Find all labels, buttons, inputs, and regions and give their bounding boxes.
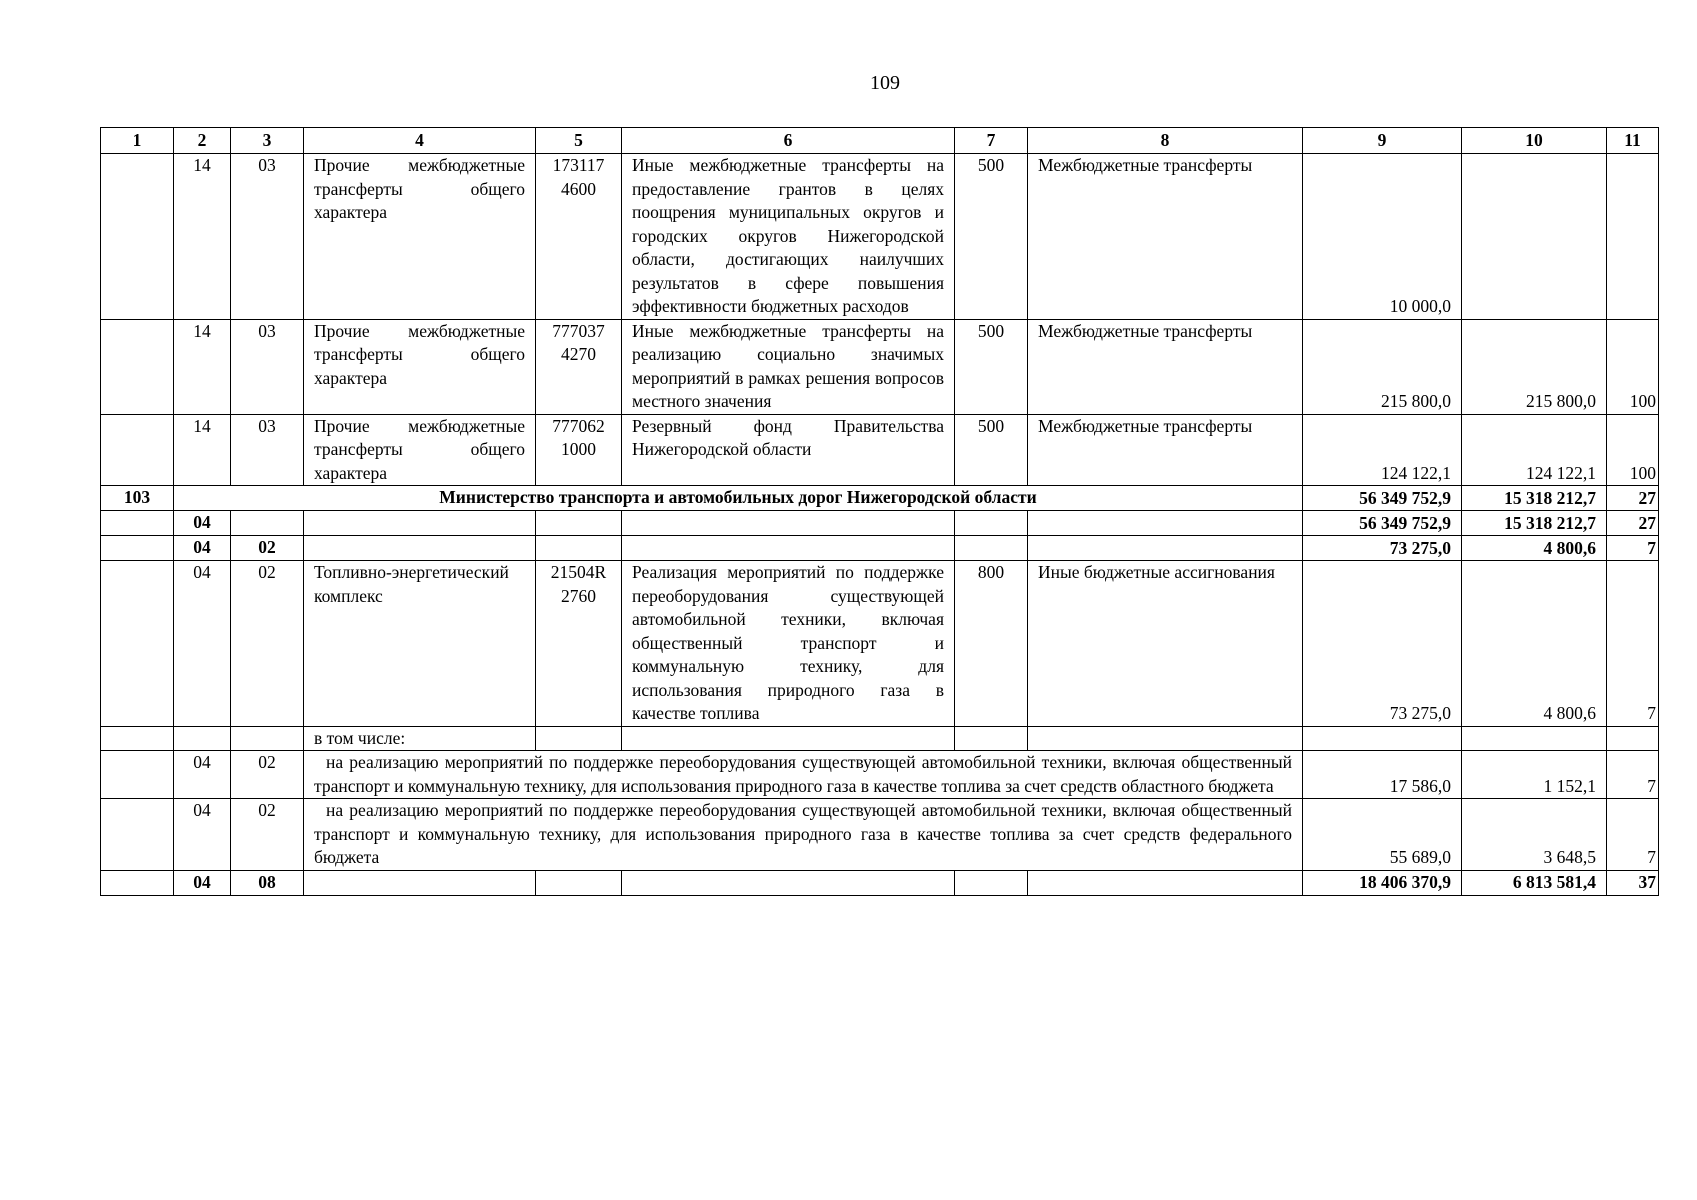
cell-ministry-code — [101, 561, 174, 727]
cell-section: 14 — [174, 154, 231, 320]
table-row — [101, 561, 1659, 727]
subsection-total-row — [101, 870, 1659, 895]
cell-planned: 17 586,0 — [1303, 751, 1462, 799]
cell-target-code: 173117 4600 — [536, 154, 622, 320]
cell-percent: 27 — [1607, 511, 1659, 536]
cell-subsection-name — [304, 870, 536, 895]
cell-section: 04 — [174, 536, 231, 561]
including-row — [101, 726, 1659, 751]
cell-subsection: 02 — [231, 536, 304, 561]
cell-subsection-name: Прочие межбюджетные трансферты общего характера — [304, 154, 536, 320]
cell-percent: 7 — [1607, 536, 1659, 561]
cell-expense-type-name: Иные бюджетные ассигнования — [1028, 561, 1303, 727]
cell-section: 04 — [174, 751, 231, 799]
cell-target-name — [622, 870, 955, 895]
cell-section — [174, 726, 231, 751]
cell-subsection — [231, 511, 304, 536]
cell-expense-type-name: Межбюджетные трансферты — [1028, 319, 1303, 414]
cell-expense-type — [955, 870, 1028, 895]
cell-subsection-name: Топливно-энергетический комплекс — [304, 561, 536, 727]
cell-target-name — [622, 536, 955, 561]
cell-percent: 7 — [1607, 561, 1659, 727]
cell-section: 04 — [174, 511, 231, 536]
cell-target-code: 21504R 2760 — [536, 561, 622, 727]
cell-subsection-name — [304, 536, 536, 561]
cell-ministry-code — [101, 414, 174, 486]
cell-planned: 55 689,0 — [1303, 799, 1462, 871]
cell-executed: 6 813 581,4 — [1462, 870, 1607, 895]
cell-subsection: 02 — [231, 561, 304, 727]
cell-subsection — [231, 726, 304, 751]
table-row — [101, 154, 1659, 320]
cell-expense-type — [955, 536, 1028, 561]
cell-section: 04 — [174, 561, 231, 727]
cell-expense-type-name — [1028, 726, 1303, 751]
cell-sub-description: на реализацию мероприятий по поддержке переоборудования существующей автомобильной техники, включая общественный транспорт и коммунальную технику, для использования природного газа в качестве топлива за счет средств федерального бюджета — [304, 799, 1303, 871]
subsection-total-row — [101, 536, 1659, 561]
cell-ministry-code — [101, 751, 174, 799]
cell-ministry-code — [101, 726, 174, 751]
header-cell: 2 — [174, 128, 231, 154]
cell-expense-type: 500 — [955, 414, 1028, 486]
cell-section: 14 — [174, 414, 231, 486]
cell-target-code — [536, 511, 622, 536]
cell-sub-description: на реализацию мероприятий по поддержке переоборудования существующей автомобильной техники, включая общественный транспорт и коммунальную технику, для использования природного газа в качестве топлива за счет средств областного бюджета — [304, 751, 1303, 799]
cell-percent: 27 — [1607, 486, 1659, 511]
header-cell: 3 — [231, 128, 304, 154]
cell-subsection-name: Прочие межбюджетные трансферты общего характера — [304, 414, 536, 486]
ministry-row — [101, 486, 1659, 511]
cell-percent: 37 — [1607, 870, 1659, 895]
cell-subsection: 03 — [231, 414, 304, 486]
cell-planned: 73 275,0 — [1303, 536, 1462, 561]
cell-ministry-code — [101, 319, 174, 414]
cell-section: 04 — [174, 870, 231, 895]
cell-planned: 56 349 752,9 — [1303, 511, 1462, 536]
cell-executed — [1462, 726, 1607, 751]
header-cell: 8 — [1028, 128, 1303, 154]
cell-expense-type: 500 — [955, 154, 1028, 320]
cell-planned — [1303, 726, 1462, 751]
cell-target-name — [622, 511, 955, 536]
cell-executed: 4 800,6 — [1462, 561, 1607, 727]
cell-executed: 215 800,0 — [1462, 319, 1607, 414]
cell-planned: 124 122,1 — [1303, 414, 1462, 486]
cell-percent: 100 — [1607, 414, 1659, 486]
cell-planned: 10 000,0 — [1303, 154, 1462, 320]
cell-expense-type-name: Межбюджетные трансферты — [1028, 154, 1303, 320]
header-cell: 7 — [955, 128, 1028, 154]
cell-executed: 3 648,5 — [1462, 799, 1607, 871]
cell-planned: 73 275,0 — [1303, 561, 1462, 727]
header-row — [101, 128, 1659, 154]
cell-target-name — [622, 726, 955, 751]
table-row — [101, 414, 1659, 486]
cell-planned: 18 406 370,9 — [1303, 870, 1462, 895]
including-label: в том числе: — [304, 726, 536, 751]
cell-subsection: 03 — [231, 319, 304, 414]
cell-target-code — [536, 870, 622, 895]
cell-section: 04 — [174, 799, 231, 871]
cell-expense-type-name: Межбюджетные трансферты — [1028, 414, 1303, 486]
cell-expense-type — [955, 726, 1028, 751]
cell-expense-type: 500 — [955, 319, 1028, 414]
page-number: 109 — [870, 72, 900, 94]
cell-target-code: 777062 1000 — [536, 414, 622, 486]
table-row — [101, 319, 1659, 414]
section-total-row — [101, 511, 1659, 536]
cell-expense-type-name — [1028, 511, 1303, 536]
cell-subsection: 03 — [231, 154, 304, 320]
cell-planned: 215 800,0 — [1303, 319, 1462, 414]
cell-executed: 4 800,6 — [1462, 536, 1607, 561]
cell-section: 14 — [174, 319, 231, 414]
header-cell: 5 — [536, 128, 622, 154]
ministry-name: Министерство транспорта и автомобильных дорог Нижегородской области — [174, 486, 1303, 511]
budget-table — [100, 127, 1659, 896]
cell-percent — [1607, 154, 1659, 320]
header-cell: 6 — [622, 128, 955, 154]
cell-target-name: Резервный фонд Правительства Нижегородской области — [622, 414, 955, 486]
cell-executed: 1 152,1 — [1462, 751, 1607, 799]
cell-percent: 100 — [1607, 319, 1659, 414]
cell-percent: 7 — [1607, 751, 1659, 799]
cell-ministry-code — [101, 536, 174, 561]
cell-expense-type-name — [1028, 536, 1303, 561]
ministry-code: 103 — [101, 486, 174, 511]
table-row — [101, 751, 1659, 799]
cell-expense-type: 800 — [955, 561, 1028, 727]
header-cell: 1 — [101, 128, 174, 154]
header-cell: 9 — [1303, 128, 1462, 154]
cell-executed — [1462, 154, 1607, 320]
cell-target-code — [536, 536, 622, 561]
cell-expense-type-name — [1028, 870, 1303, 895]
cell-executed: 124 122,1 — [1462, 414, 1607, 486]
cell-target-code: 777037 4270 — [536, 319, 622, 414]
header-cell: 4 — [304, 128, 536, 154]
cell-target-name: Реализация мероприятий по поддержке переоборудования существующей автомобильной техники, включая общественный транспорт и коммунальную технику, для использования природного газа в качестве топлива — [622, 561, 955, 727]
cell-percent — [1607, 726, 1659, 751]
cell-expense-type — [955, 511, 1028, 536]
cell-subsection: 08 — [231, 870, 304, 895]
cell-subsection-name: Прочие межбюджетные трансферты общего характера — [304, 319, 536, 414]
cell-subsection: 02 — [231, 799, 304, 871]
cell-ministry-code — [101, 870, 174, 895]
cell-executed: 15 318 212,7 — [1462, 511, 1607, 536]
cell-subsection: 02 — [231, 751, 304, 799]
header-cell: 11 — [1607, 128, 1659, 154]
cell-ministry-code — [101, 799, 174, 871]
cell-ministry-code — [101, 511, 174, 536]
cell-subsection-name — [304, 511, 536, 536]
cell-target-name: Иные межбюджетные трансферты на предоставление грантов в целях поощрения муниципальных округов и городских округов Нижегородской области, достигающих наилучших результатов в сфере повышения эффективности бюджетных расходов — [622, 154, 955, 320]
cell-ministry-code — [101, 154, 174, 320]
cell-target-name: Иные межбюджетные трансферты на реализацию социально значимых мероприятий в рамках решения вопросов местного значения — [622, 319, 955, 414]
header-cell: 10 — [1462, 128, 1607, 154]
cell-executed: 15 318 212,7 — [1462, 486, 1607, 511]
cell-percent: 7 — [1607, 799, 1659, 871]
cell-planned: 56 349 752,9 — [1303, 486, 1462, 511]
cell-target-code — [536, 726, 622, 751]
table-row — [101, 799, 1659, 871]
